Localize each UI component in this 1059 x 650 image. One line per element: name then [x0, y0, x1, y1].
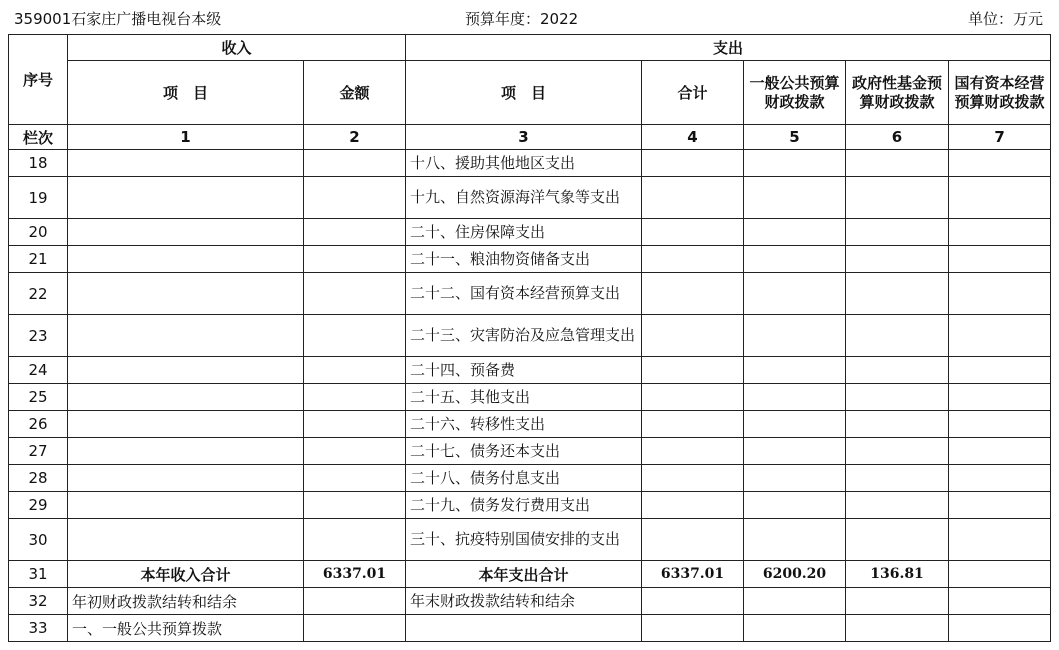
expense-item-header: 项 目 [406, 61, 642, 125]
table-row [9, 519, 1051, 561]
gov-fund-cell [846, 438, 949, 465]
table-row [9, 150, 1051, 177]
col-num: 5 [744, 125, 846, 150]
general-budget-cell [744, 615, 846, 642]
general-budget-cell [744, 492, 846, 519]
income-item-cell [68, 315, 304, 357]
income-amount-cell [304, 384, 406, 411]
income-item-cell [68, 246, 304, 273]
general-budget-cell [744, 465, 846, 492]
gov-fund-cell [846, 246, 949, 273]
col-num: 3 [406, 125, 642, 150]
income-item-cell [68, 438, 304, 465]
seq-cell: 18 [9, 150, 68, 177]
income-amount-cell [304, 315, 406, 357]
income-item-cell: 本年收入合计 [68, 561, 304, 588]
state-capital-cell [949, 561, 1051, 588]
table-row [9, 273, 1051, 315]
income-item-cell [68, 519, 304, 561]
col-label: 栏次 [9, 125, 68, 150]
expense-item-cell: 二十二、国有资本经营预算支出 [406, 273, 642, 315]
expense-item-cell: 年末财政拨款结转和结余 [406, 588, 642, 615]
state-capital-cell [949, 384, 1051, 411]
state-capital-cell [949, 492, 1051, 519]
expense-item-cell: 二十、住房保障支出 [406, 219, 642, 246]
seq-cell: 19 [9, 177, 68, 219]
state-capital-cell [949, 150, 1051, 177]
total-cell [642, 519, 744, 561]
table-row [9, 384, 1051, 411]
general-budget-cell [744, 438, 846, 465]
gov-fund-cell [846, 219, 949, 246]
table-row [9, 492, 1051, 519]
gov-fund-cell [846, 519, 949, 561]
total-cell [642, 492, 744, 519]
state-capital-cell [949, 357, 1051, 384]
general-budget-cell [744, 219, 846, 246]
gov-fund-cell [846, 357, 949, 384]
state-capital-cell [949, 177, 1051, 219]
seq-cell: 24 [9, 357, 68, 384]
expense-header: 支出 [406, 35, 1051, 61]
table-body [9, 150, 1051, 642]
general-budget-cell [744, 315, 846, 357]
income-amount-cell [304, 219, 406, 246]
gov-fund-cell [846, 150, 949, 177]
unit-code-label: 359001石家庄广播电视台本级 [14, 10, 222, 28]
income-amount-cell [304, 519, 406, 561]
general-budget-cell [744, 357, 846, 384]
state-capital-cell [949, 588, 1051, 615]
state-capital-cell [949, 411, 1051, 438]
income-item-cell [68, 219, 304, 246]
income-amount-cell [304, 273, 406, 315]
seq-cell: 20 [9, 219, 68, 246]
state-capital-cell [949, 219, 1051, 246]
income-amount-cell [304, 492, 406, 519]
seq-cell: 26 [9, 411, 68, 438]
total-cell [642, 615, 744, 642]
general-budget-header: 一般公共预算财政拨款 [744, 61, 846, 125]
income-item-cell [68, 492, 304, 519]
general-budget-cell: 6200.20 [744, 561, 846, 588]
state-capital-cell [949, 519, 1051, 561]
table-row [9, 411, 1051, 438]
col-num: 1 [68, 125, 304, 150]
seq-cell: 32 [9, 588, 68, 615]
general-budget-cell [744, 177, 846, 219]
currency-unit-label: 单位：万元 [967, 10, 1043, 28]
gov-fund-cell [846, 315, 949, 357]
expense-item-cell: 二十七、债务还本支出 [406, 438, 642, 465]
general-budget-cell [744, 273, 846, 315]
table-row [9, 561, 1051, 588]
table-row [9, 177, 1051, 219]
total-cell [642, 219, 744, 246]
seq-header: 序号 [9, 35, 68, 125]
expense-item-cell: 十八、援助其他地区支出 [406, 150, 642, 177]
seq-cell: 22 [9, 273, 68, 315]
total-cell [642, 357, 744, 384]
state-capital-cell [949, 246, 1051, 273]
state-capital-cell [949, 273, 1051, 315]
table-row [9, 588, 1051, 615]
income-item-cell [68, 273, 304, 315]
income-amount-cell [304, 357, 406, 384]
income-amount-cell [304, 411, 406, 438]
table-row [9, 438, 1051, 465]
state-capital-cell [949, 615, 1051, 642]
total-cell [642, 246, 744, 273]
col-num: 6 [846, 125, 949, 150]
table-row [9, 357, 1051, 384]
expense-item-cell [406, 615, 642, 642]
income-item-cell [68, 357, 304, 384]
gov-fund-cell [846, 492, 949, 519]
income-amount-cell [304, 438, 406, 465]
general-budget-cell [744, 588, 846, 615]
report-header [0, 8, 1059, 30]
gov-fund-header: 政府性基金预算财政拨款 [846, 61, 949, 125]
income-amount-cell [304, 177, 406, 219]
expense-item-cell: 二十五、其他支出 [406, 384, 642, 411]
total-header: 合计 [642, 61, 744, 125]
total-cell [642, 150, 744, 177]
total-cell [642, 177, 744, 219]
gov-fund-cell [846, 384, 949, 411]
seq-cell: 29 [9, 492, 68, 519]
table-row [9, 615, 1051, 642]
table-row [9, 315, 1051, 357]
table-row [9, 465, 1051, 492]
total-cell [642, 588, 744, 615]
income-amount-cell: 6337.01 [304, 561, 406, 588]
seq-cell: 33 [9, 615, 68, 642]
gov-fund-cell [846, 273, 949, 315]
budget-table [8, 34, 1051, 642]
total-cell [642, 384, 744, 411]
gov-fund-cell [846, 465, 949, 492]
gov-fund-cell [846, 177, 949, 219]
expense-item-cell: 本年支出合计 [406, 561, 642, 588]
income-item-cell: 年初财政拨款结转和结余 [68, 588, 304, 615]
total-cell [642, 273, 744, 315]
state-capital-header: 国有资本经营预算财政拨款 [949, 61, 1051, 125]
expense-item-cell: 二十六、转移性支出 [406, 411, 642, 438]
state-capital-cell [949, 438, 1051, 465]
gov-fund-cell [846, 411, 949, 438]
general-budget-cell [744, 519, 846, 561]
general-budget-cell [744, 384, 846, 411]
expense-item-cell: 三十、抗疫特别国债安排的支出 [406, 519, 642, 561]
expense-item-cell: 二十八、债务付息支出 [406, 465, 642, 492]
seq-cell: 23 [9, 315, 68, 357]
income-amount-cell [304, 246, 406, 273]
expense-item-cell: 二十三、灾害防治及应急管理支出 [406, 315, 642, 357]
income-item-cell [68, 384, 304, 411]
general-budget-cell [744, 150, 846, 177]
seq-cell: 30 [9, 519, 68, 561]
income-item-cell [68, 465, 304, 492]
income-amount-cell [304, 150, 406, 177]
budget-year-label: 预算年度：2022 [465, 10, 579, 28]
income-amount-cell [304, 615, 406, 642]
total-cell: 6337.01 [642, 561, 744, 588]
general-budget-cell [744, 411, 846, 438]
income-amount-cell [304, 588, 406, 615]
seq-cell: 27 [9, 438, 68, 465]
income-item-cell [68, 177, 304, 219]
income-header: 收入 [68, 35, 406, 61]
gov-fund-cell: 136.81 [846, 561, 949, 588]
total-cell [642, 465, 744, 492]
expense-item-cell: 二十一、粮油物资储备支出 [406, 246, 642, 273]
gov-fund-cell [846, 615, 949, 642]
income-item-header: 项 目 [68, 61, 304, 125]
general-budget-cell [744, 246, 846, 273]
income-item-cell [68, 411, 304, 438]
income-amount-cell [304, 465, 406, 492]
seq-cell: 21 [9, 246, 68, 273]
table-row [9, 246, 1051, 273]
seq-cell: 25 [9, 384, 68, 411]
income-item-cell [68, 150, 304, 177]
total-cell [642, 411, 744, 438]
expense-item-cell: 二十四、预备费 [406, 357, 642, 384]
expense-item-cell: 二十九、债务发行费用支出 [406, 492, 642, 519]
seq-cell: 28 [9, 465, 68, 492]
gov-fund-cell [846, 588, 949, 615]
col-num: 4 [642, 125, 744, 150]
state-capital-cell [949, 315, 1051, 357]
total-cell [642, 315, 744, 357]
table-row [9, 219, 1051, 246]
total-cell [642, 438, 744, 465]
income-item-cell: 一、一般公共预算拨款 [68, 615, 304, 642]
col-num: 2 [304, 125, 406, 150]
seq-cell: 31 [9, 561, 68, 588]
income-amount-header: 金额 [304, 61, 406, 125]
col-num: 7 [949, 125, 1051, 150]
state-capital-cell [949, 465, 1051, 492]
expense-item-cell: 十九、自然资源海洋气象等支出 [406, 177, 642, 219]
